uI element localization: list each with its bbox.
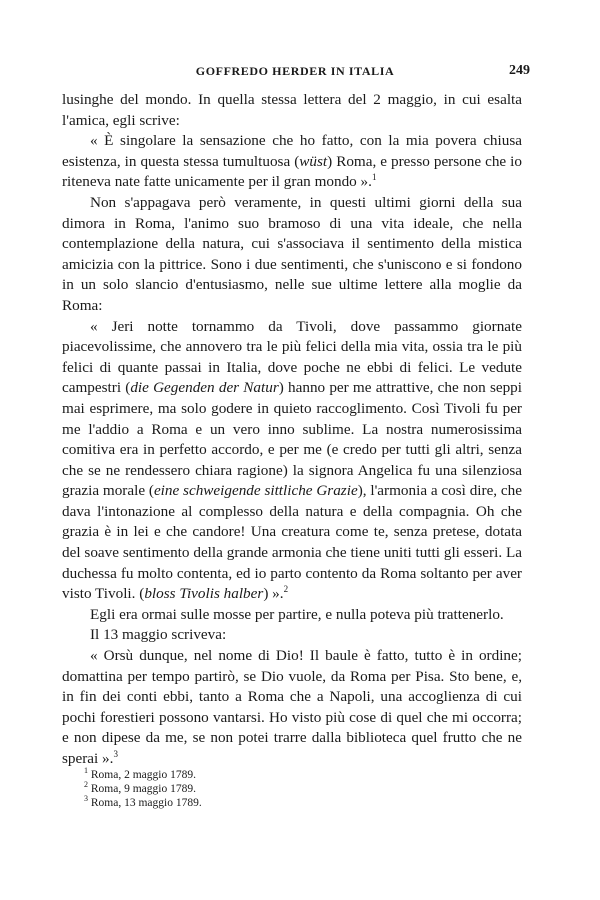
quotation-paragraph (62, 646, 522, 770)
footnote (84, 768, 384, 782)
italic-term: eine schweigende sittliche Grazie (153, 482, 358, 500)
paragraph (62, 90, 522, 131)
paragraph-text: Il 13 maggio scriveva: (90, 626, 227, 644)
footnote-text: Roma, 9 maggio 1789. (90, 783, 196, 795)
italic-term: die Gegenden der Natur (130, 379, 279, 397)
quotation-paragraph (62, 131, 522, 193)
running-title: GOFFREDO HERDER IN ITALIA (195, 64, 395, 78)
footnotes (84, 768, 384, 810)
paragraph (62, 625, 522, 646)
paragraph-text: ) Roma, e presso persone che io riteneva nate fatte unicamente per il gran mondo ». (62, 152, 522, 191)
footnote-reference: 3 (113, 748, 118, 759)
page-header (60, 64, 530, 82)
paragraph-text: lusinghe del mondo. In quella stessa lettera del 2 maggio, in cui esalta l'amica, egli scrive: (62, 91, 522, 129)
paragraph-text: ) hanno per me attrattive, che non seppi mai esprimere, ma solo godere in quieto raccoglimento. Così Tivoli fu per me l'addio a Roma e un vero inno sublime. La nostra numerosissima comitiva era in perfetto accordo, e per me (e credo per tutti gli altri, senza che se ne rendessero chiara ragione) la signora Angelica fu una silenziosa grazia morale ( (62, 379, 522, 500)
paragraph-text: ) ». (263, 585, 284, 603)
paragraph-text: « Orsù dunque, nel nome di Dio! Il baule è fatto, tutto è in ordine; domattina per tempo partirò, se Dio vuole, da Roma per Pisa. Sto bene, e, in fin dei conti ebbi, tanto a Roma che a Napoli, una accoglienza di cui pochi forestieri possono vantarsi. Ho visto più cose di quel che mi occorra; e non dipese da me, se non potei trarre dalla biblioteca quel frutto che ne sperai ». (62, 647, 522, 767)
footnote-text: Roma, 2 maggio 1789. (90, 769, 196, 781)
footnote-reference: 2 (283, 584, 289, 595)
paragraph-text: « Jeri notte tornammo da Tivoli, dove passammo giornate piacevolissime, che annovero tra le più felici della mia vita, ossia tra le più felici di quante passai in Italia, dove poche ne ebbi di felici. Le vedute campestri ( (62, 317, 522, 397)
paragraph-text: Non s'appagava però veramente, in questi ultimi giorni della sua dimora in Roma, l'animo suo bramoso di una vita ideale, che nella contemplazione della natura, cui s'associava il sentimento della mistica amicizia con la pittrice. Sono i due sentimenti, che s'uniscono e si fondono in un solo slancio d'entusiasmo, nelle sue ultime lettere alla moglie da Roma: (62, 193, 522, 314)
paragraph-text: « È singolare la sensazione che ho fatto, con la mia povera chiusa esistenza, in questa stessa tumultuosa ( (62, 132, 522, 170)
page-number: 249 (509, 63, 530, 78)
paragraph (62, 605, 522, 626)
quotation-paragraph (62, 317, 522, 605)
italic-term: wüst (299, 152, 328, 170)
footnote-mark: 3 (84, 794, 88, 804)
italic-term: bloss Tivolis halber (144, 585, 264, 603)
footnote-mark: 2 (84, 780, 88, 790)
footnote (84, 796, 384, 810)
paragraph-text: Egli era ormai sulle mosse per partire, e nulla poteva più trattenerlo. (90, 605, 504, 623)
footnote (84, 782, 384, 796)
paragraph-text: ), l'armonia a così dire, che dava l'intonazione al complesso della natura e della compagnia. Oh che grazia è in lei e che candore! Una creatura come te, senza pretese, dotata del soave sentimento della grande armonia che tiene uniti tutti gli esseri. La duchessa fu molto contenta, ed io parto contento da Roma soltanto per aver visto Tivoli. ( (62, 482, 522, 603)
footnote-reference: 1 (371, 172, 377, 183)
footnote-text: Roma, 13 maggio 1789. (90, 797, 202, 809)
paragraph (62, 193, 522, 317)
footnote-mark: 1 (84, 766, 88, 776)
body-text (62, 90, 522, 770)
